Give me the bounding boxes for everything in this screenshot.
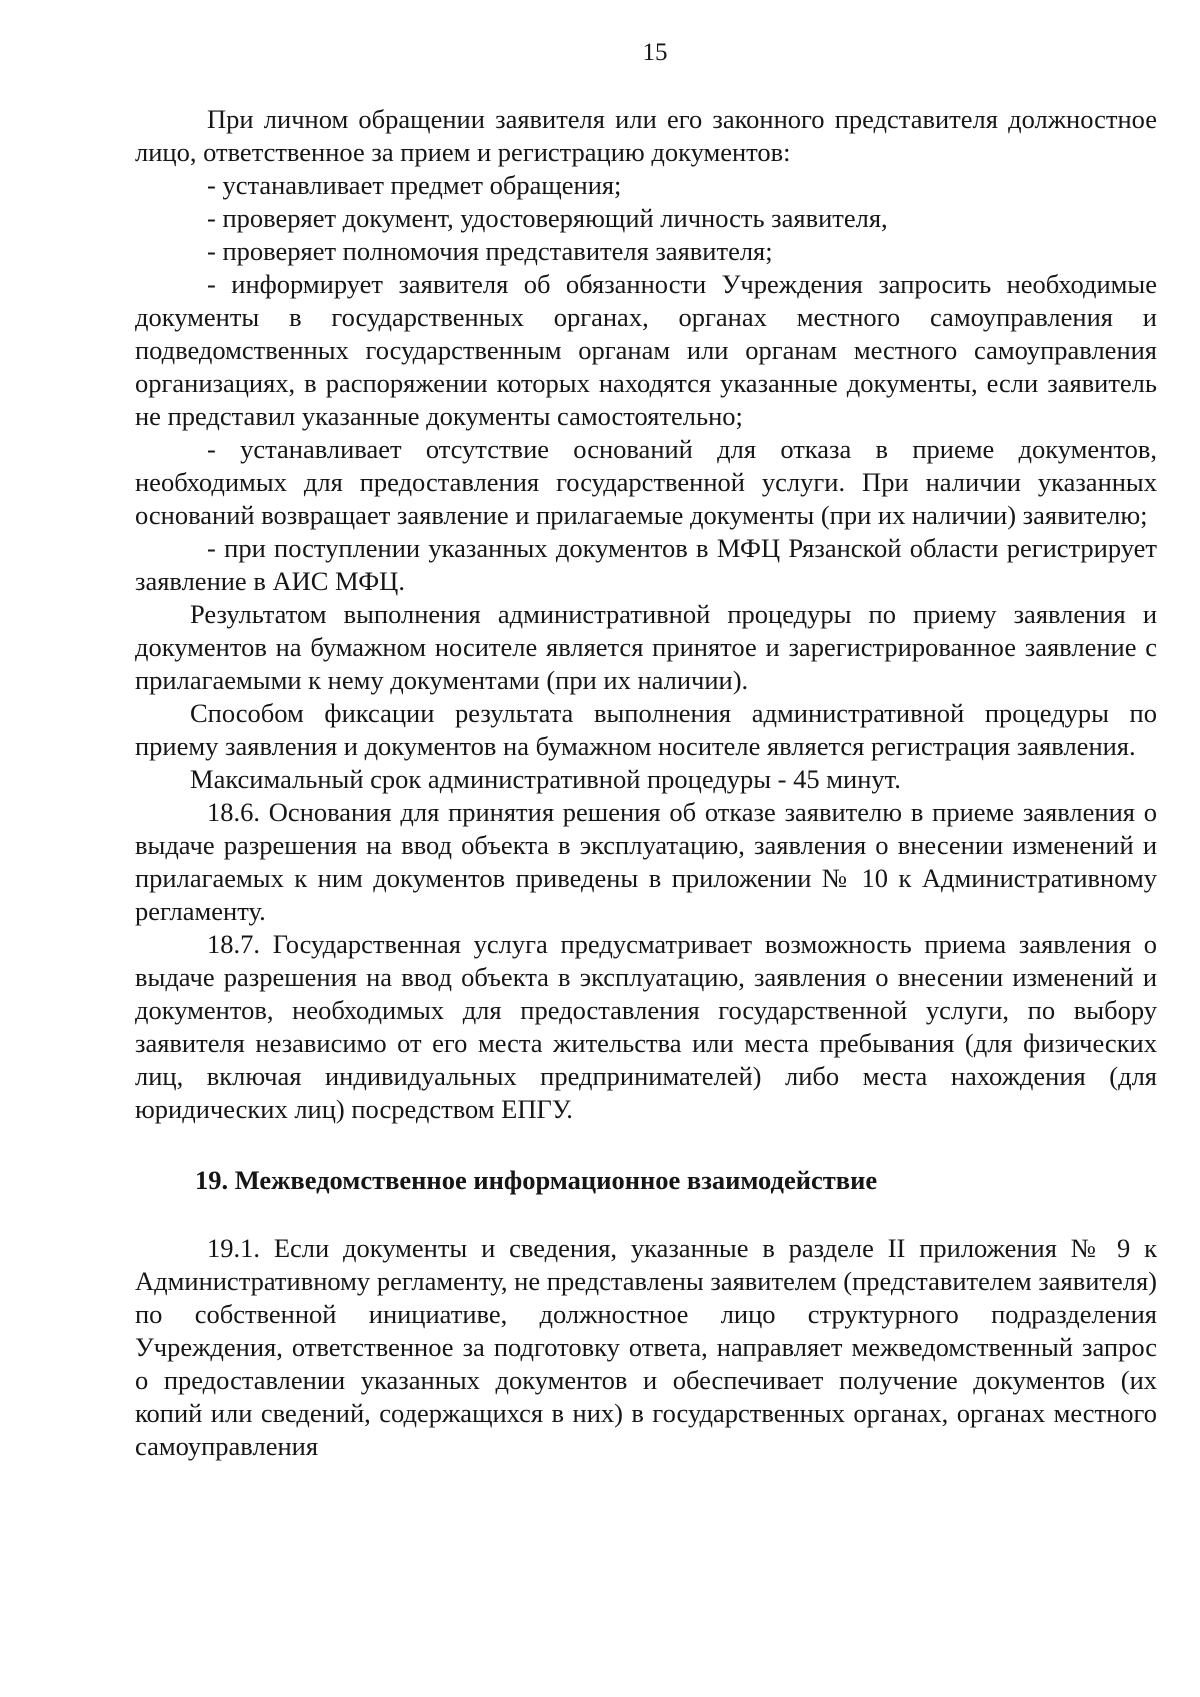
paragraph-deadline: Максимальный срок административной процедуры - 45 минут. bbox=[190, 764, 901, 794]
paragraph-fixation: Способом фиксации результата выполнения административной процедуры по приему заявления и документов на бумажном носителе является регистрация заявления. bbox=[135, 698, 1157, 761]
page-number: 15 bbox=[642, 39, 668, 66]
list-item-authority: - проверяет полномочия представителя заявителя; bbox=[207, 236, 773, 266]
section-heading-19: 19. Межведомственное информационное взаимодействие bbox=[195, 1165, 878, 1195]
list-item-identity: - проверяет документ, удостоверяющий личность заявителя, bbox=[207, 203, 888, 233]
list-item-register: - при поступлении указанных документов в МФЦ Рязанской области регистрирует заявление в АИС МФЦ. bbox=[135, 533, 1157, 596]
document-body bbox=[135, 103, 1157, 1463]
paragraph-19-1: 19.1. Если документы и сведения, указанные в разделе II приложения № 9 к Административному регламенту, не представлены заявителем (представителем заявителя) по собственной инициативе, должностное лицо структурного подразделения Учреждения, ответственное за подготовку ответа, направляет межведомственный запрос о предоставлении указанных документов и обеспечивает получение документов (их копий или сведений, содержащихся в них) в государственных органах, органах местного самоуправления bbox=[135, 1233, 1157, 1461]
paragraph-18-7: 18.7. Государственная услуга предусматривает возможность приема заявления о выдаче разрешения на ввод объекта в эксплуатацию, заявления о внесении изменений и документов, необходимых для предоставления государственной услуги, по выбору заявителя независимо от его места жительства или места пребывания (для физических лиц, включая индивидуальных предпринимателей) либо места нахождения (для юридических лиц) посредством ЕПГУ. bbox=[135, 929, 1157, 1124]
list-item-grounds: - устанавливает отсутствие оснований для отказа в приеме документов, необходимых для предоставления государственной услуги. При наличии указанных оснований возвращает заявление и прилагаемые документы (при их наличии) заявителю; bbox=[135, 434, 1157, 530]
list-item-subject: - устанавливает предмет обращения; bbox=[207, 170, 622, 200]
list-item-inform: - информирует заявителя об обязанности Учреждения запросить необходимые документы в государственных органах, органах местного самоуправления и подведомственных государственным органам или органам местного самоуправления организациях, в распоряжении которых находятся указанные документы, если заявитель не представил указанные документы самостоятельно; bbox=[135, 269, 1157, 431]
paragraph-result: Результатом выполнения административной процедуры по приему заявления и документов на бумажном носителе является принятое и зарегистрированное заявление с прилагаемыми к нему документами (при их наличии). bbox=[135, 599, 1157, 695]
paragraph-intro: При личном обращении заявителя или его законного представителя должностное лицо, ответственное за прием и регистрацию документов: bbox=[135, 104, 1157, 167]
paragraph-18-6: 18.6. Основания для принятия решения об отказе заявителю в приеме заявления о выдаче разрешения на ввод объекта в эксплуатацию, заявления о внесении изменений и прилагаемых к ним документов приведены в приложении № 10 к Административному регламенту. bbox=[135, 797, 1157, 926]
